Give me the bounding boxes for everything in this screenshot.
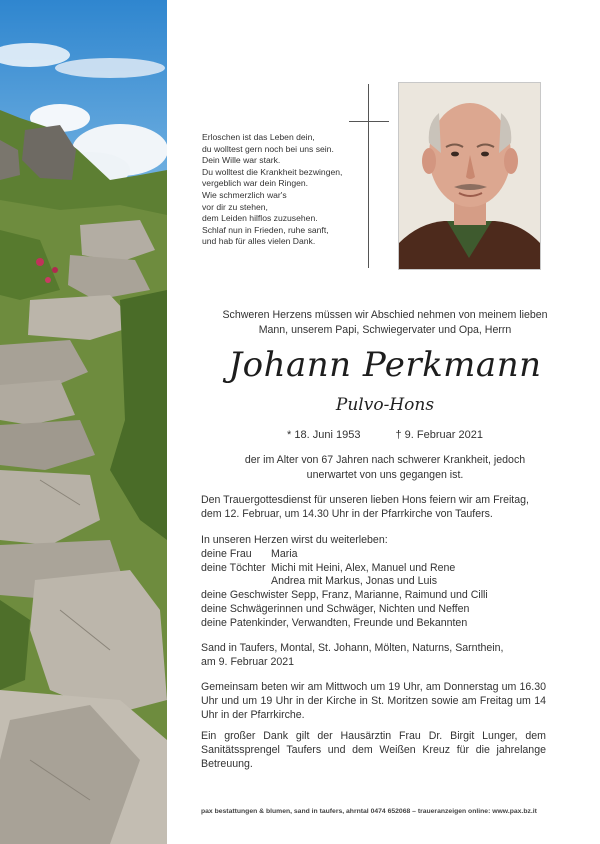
age-text	[190, 453, 580, 482]
survivors-heading: In unseren Herzen wirst du weiterleben:	[201, 534, 388, 546]
places-line: Sand in Taufers, Montal, St. Johann, Mölten, Naturns, Sarnthein,	[201, 642, 504, 654]
places-date-text	[201, 642, 546, 670]
footer-text: pax bestattungen & blumen, sand in taufers, ahrntal 0474 652068 – traueranzeigen online: www.pax.bz.it	[201, 808, 537, 815]
age-line: der im Alter von 67 Jahren nach schwerer Krankheit, jedoch	[244, 454, 526, 466]
life-dates	[180, 428, 590, 443]
landscape-photo	[0, 0, 167, 844]
poem-line: Wie schmerzlich war's	[202, 189, 287, 200]
survivor-row	[201, 562, 546, 576]
survivor-row: deine Schwägerinnen und Schwäger, Nichten und Neffen	[201, 602, 470, 615]
survivor-row	[201, 548, 546, 562]
deceased-nickname: Pulvo-Hons	[335, 395, 435, 415]
survivor-relation: deine Töchter	[201, 561, 266, 574]
deceased-name: Johann Perkmann	[228, 345, 542, 385]
prayer-text: Gemeinsam beten wir am Mittwoch um 19 Uhr, am Donnerstag um 16.30 Uhr und um 19 Uhr in der Kirche in St. Moritzen sowie am Freitag um 14 Uhr in der Pfarrkirche.	[201, 681, 546, 721]
survivor-relation: deine Frau	[201, 547, 252, 560]
poem-line: und hab für alles vielen Dank.	[202, 236, 316, 247]
poem-line: vergeblich war dein Ringen.	[202, 178, 309, 189]
survivor-names: Maria	[271, 547, 298, 560]
portrait-photo	[398, 82, 541, 270]
survivors-list	[201, 534, 546, 631]
cross-icon-bar	[349, 121, 389, 122]
survivor-row: deine Patenkinder, Verwandten, Freunde und Bekannten	[201, 616, 468, 629]
funeral-service-text	[201, 494, 546, 522]
birth-date: * 18. Juni 1953	[287, 429, 361, 441]
poem-line: Dein Wille war stark.	[202, 155, 281, 166]
survivor-names: Michi mit Heini, Alex, Manuel und Rene	[271, 561, 456, 574]
service-line: dem 12. Februar, um 14.30 Uhr in der Pfarrkirche von Taufers.	[201, 507, 493, 520]
survivor-row	[201, 575, 546, 589]
survivor-names: Andrea mit Markus, Jonas und Luis	[271, 575, 438, 588]
intro-text	[180, 308, 590, 338]
poem-line: Erloschen ist das Leben dein,	[202, 132, 315, 142]
poem-line: du wolltest gern noch bei uns sein.	[202, 143, 334, 154]
portrait-image	[399, 83, 540, 269]
poem-line: Schlaf nun in Frieden, ruhe sanft,	[202, 224, 329, 235]
poem-line: vor dir zu stehen,	[202, 201, 268, 212]
mountain-path-image	[0, 0, 167, 844]
thanks-text: Ein großer Dank gilt der Hausärztin Frau Dr. Birgit Lunger, dem Sanitätssprengel Taufers und dem Weißen Kreuz für die jahrelange Betreuung.	[201, 730, 546, 770]
cross-icon	[368, 84, 369, 268]
poem-line: dem Leiden hilflos zuzusehen.	[202, 213, 318, 224]
intro-line: Mann, unserem Papi, Schwiegervater und Opa, Herrn	[258, 324, 512, 336]
intro-line: Schweren Herzens müssen wir Abschied nehmen von meinem lieben	[222, 309, 548, 321]
service-line: Den Trauergottesdienst für unseren lieben Hons feiern wir am Freitag,	[201, 494, 529, 506]
places-line: am 9. Februar 2021	[201, 655, 295, 668]
death-date: † 9. Februar 2021	[395, 429, 483, 441]
survivor-row: deine Geschwister Sepp, Franz, Marianne, Raimund und Cilli	[201, 589, 488, 602]
poem-line: Du wolltest die Krankheit bezwingen,	[202, 166, 343, 177]
age-line: unerwartet von uns gegangen ist.	[306, 468, 464, 481]
poem	[202, 132, 362, 248]
